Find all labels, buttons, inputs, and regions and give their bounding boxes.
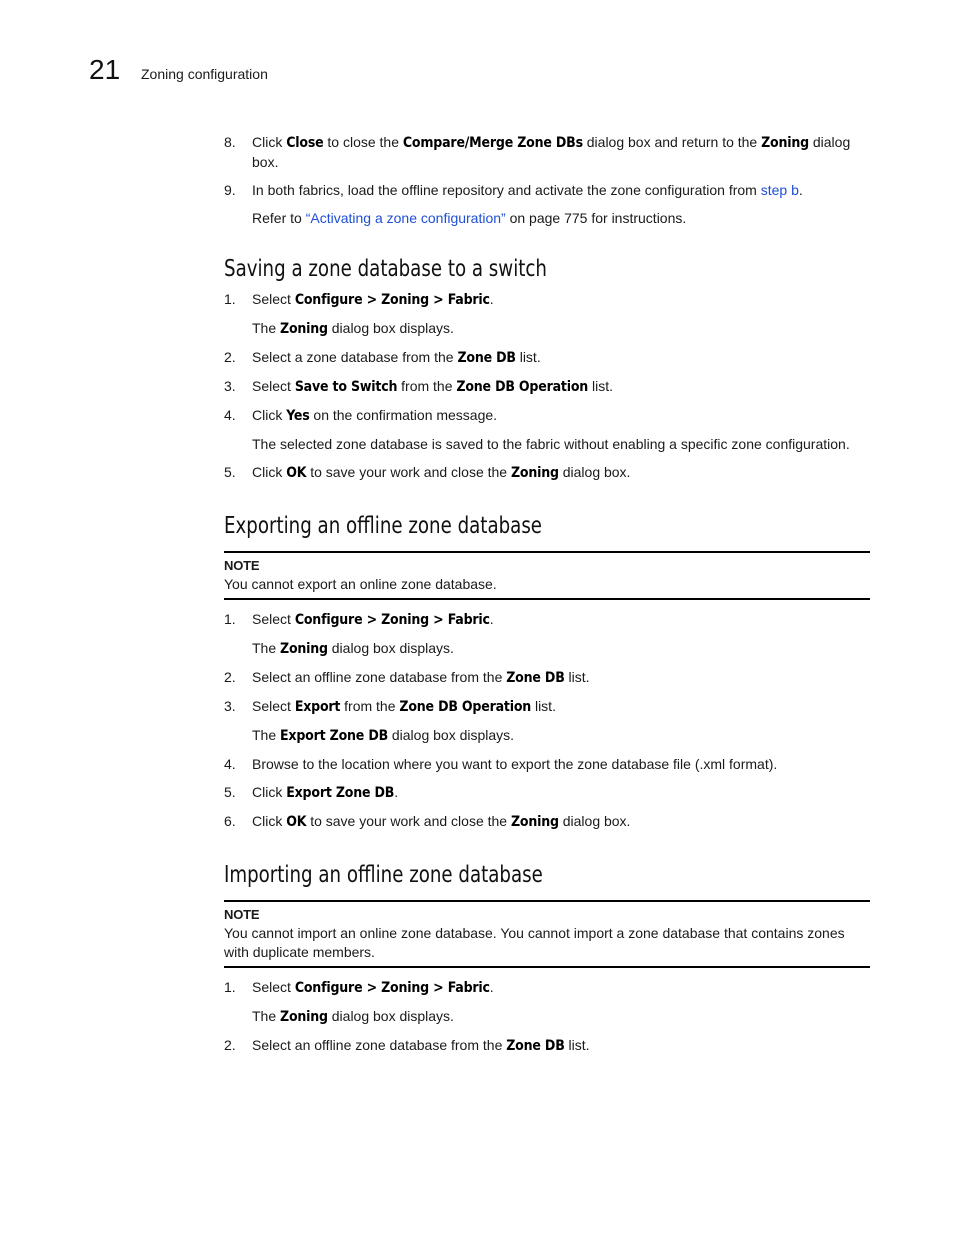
note-label: NOTE (224, 907, 260, 922)
chapter-title: Zoning configuration (141, 66, 268, 82)
list-item: 2. Select an offline zone database from the Zone DB list. (224, 669, 590, 686)
section-heading-importing: Importing an offline zone database (224, 862, 543, 888)
activating-zone-config-link[interactable]: “Activating a zone configuration” (305, 210, 506, 226)
ui-term: Compare/Merge Zone DBs (402, 135, 583, 151)
step-8: 8. Click Close to close the Compare/Merge Zone DBs dialog box and return to the Zoning dialog box. (224, 134, 851, 170)
list-item: 3. Select Export from the Zone DB Operation list. (224, 698, 556, 715)
chapter-number: 21 (89, 54, 121, 85)
note-label: NOTE (224, 558, 260, 573)
list-item-note: The Zoning dialog box displays. (252, 1008, 454, 1025)
list-item-note: The selected zone database is saved to the fabric without enabling a specific zone configuration. (252, 436, 850, 452)
note-text: You cannot export an online zone database. (224, 576, 497, 592)
list-item: 4. Click Yes on the confirmation message. (224, 407, 498, 424)
list-item: 2. Select a zone database from the Zone DB list. (224, 349, 541, 366)
list-item: 2. Select an offline zone database from the Zone DB list. (224, 1037, 590, 1054)
list-item: 4. Browse to the location where you want to export the zone database file (.xml format). (224, 756, 778, 772)
page-content (224, 133, 870, 1065)
list-item: 5. Click Export Zone DB. (224, 784, 399, 801)
list-item: 3. Select Save to Switch from the Zone DB Operation list. (224, 378, 613, 395)
section-heading-saving: Saving a zone database to a switch (224, 256, 547, 282)
list-item: 5. Click OK to save your work and close the Zoning dialog box. (224, 464, 631, 481)
list-item-note: The Export Zone DB dialog box displays. (252, 727, 515, 744)
ui-term: Close (286, 135, 324, 151)
step-9: 9. In both fabrics, load the offline repository and activate the zone configuration from step b. (224, 182, 803, 198)
list-item-note: The Zoning dialog box displays. (252, 320, 454, 337)
section-heading-exporting: Exporting an offline zone database (224, 513, 543, 539)
list-item: 1. Select Configure > Zoning > Fabric. (224, 979, 494, 996)
list-item: 6. Click OK to save your work and close the Zoning dialog box. (224, 813, 631, 830)
step-b-link[interactable]: step b (760, 182, 799, 198)
note-box (224, 551, 870, 600)
list-item: 1. Select Configure > Zoning > Fabric. (224, 611, 494, 628)
list-item: 1. Select Configure > Zoning > Fabric. (224, 291, 494, 308)
note-box (224, 900, 870, 968)
note-text: You cannot import an online zone database. You cannot import a zone database that contains zones with duplicate members. (224, 925, 845, 960)
ui-term: Zoning (761, 135, 809, 151)
menu-path: Configure > Zoning > Fabric (294, 292, 490, 308)
list-item-note: The Zoning dialog box displays. (252, 640, 454, 657)
refer-paragraph: Refer to “Activating a zone configuration” on page 775 for instructions. (252, 210, 687, 226)
